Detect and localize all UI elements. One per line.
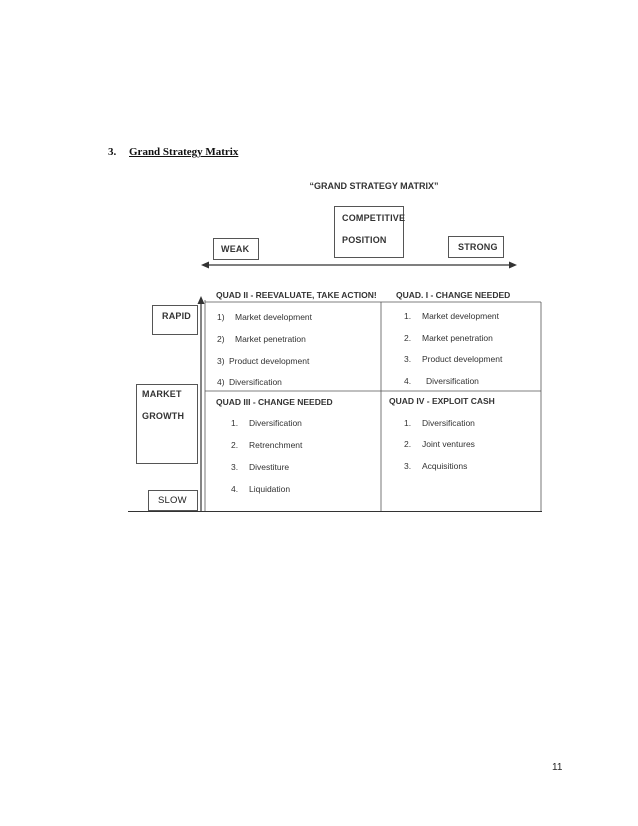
quad3-item: 3. Divestiture: [231, 462, 290, 472]
axis-arrow-right-icon: [509, 262, 517, 269]
quad4-item: 1. Diversification: [404, 418, 475, 428]
quad3-item: 4. Liquidation: [231, 484, 291, 494]
section-title: Grand Strategy Matrix: [129, 146, 239, 158]
market-growth-box: [136, 384, 198, 464]
quad1-title: QUAD. I - CHANGE NEEDED: [396, 290, 511, 300]
rapid-label: RAPID: [162, 311, 192, 321]
axis-arrow-left-icon: [201, 262, 209, 269]
quad4-item: 2. Joint ventures: [404, 439, 475, 449]
quad1-item: 2. Market penetration: [404, 333, 493, 343]
quad4-title: QUAD IV - EXPLOIT CASH: [389, 396, 495, 406]
diagram-title-text: “GRAND STRATEGY MATRIX”: [309, 181, 439, 191]
quad4-item: 3. Acquisitions: [404, 461, 468, 471]
diagram-bottom-rule: [128, 511, 542, 512]
quad2-item: 4) Diversification: [217, 377, 282, 387]
quad1-item: 1. Market development: [404, 311, 500, 321]
quad2-item: 3) Product development: [217, 356, 310, 366]
quad2-item: 2) Market penetration: [217, 334, 306, 344]
market-growth-line2: GROWTH: [142, 411, 185, 421]
page-number: 11: [552, 762, 563, 773]
quad3-item: 1. Diversification: [231, 418, 302, 428]
axis-arrow-up-icon: [198, 296, 205, 304]
quad2-title: QUAD II - REEVALUATE, TAKE ACTION!: [216, 290, 377, 300]
market-growth-line1: MARKET: [142, 389, 182, 399]
strong-label: STRONG: [458, 242, 498, 252]
quad2-item: 1) Market development: [217, 312, 313, 322]
competitive-position-line1: COMPETITIVE: [342, 213, 406, 223]
weak-label: WEAK: [221, 244, 250, 254]
slow-box: [148, 490, 198, 511]
quad3-title: QUAD III - CHANGE NEEDED: [216, 397, 333, 407]
quad1-item: 4. Diversification: [404, 376, 479, 386]
competitive-position-line2: POSITION: [342, 235, 387, 245]
section-number: 3.: [108, 146, 117, 158]
quad3-item: 2. Retrenchment: [231, 440, 303, 450]
slow-label: SLOW: [158, 495, 187, 506]
quad1-item: 3. Product development: [404, 354, 503, 364]
rapid-box: [152, 305, 198, 335]
